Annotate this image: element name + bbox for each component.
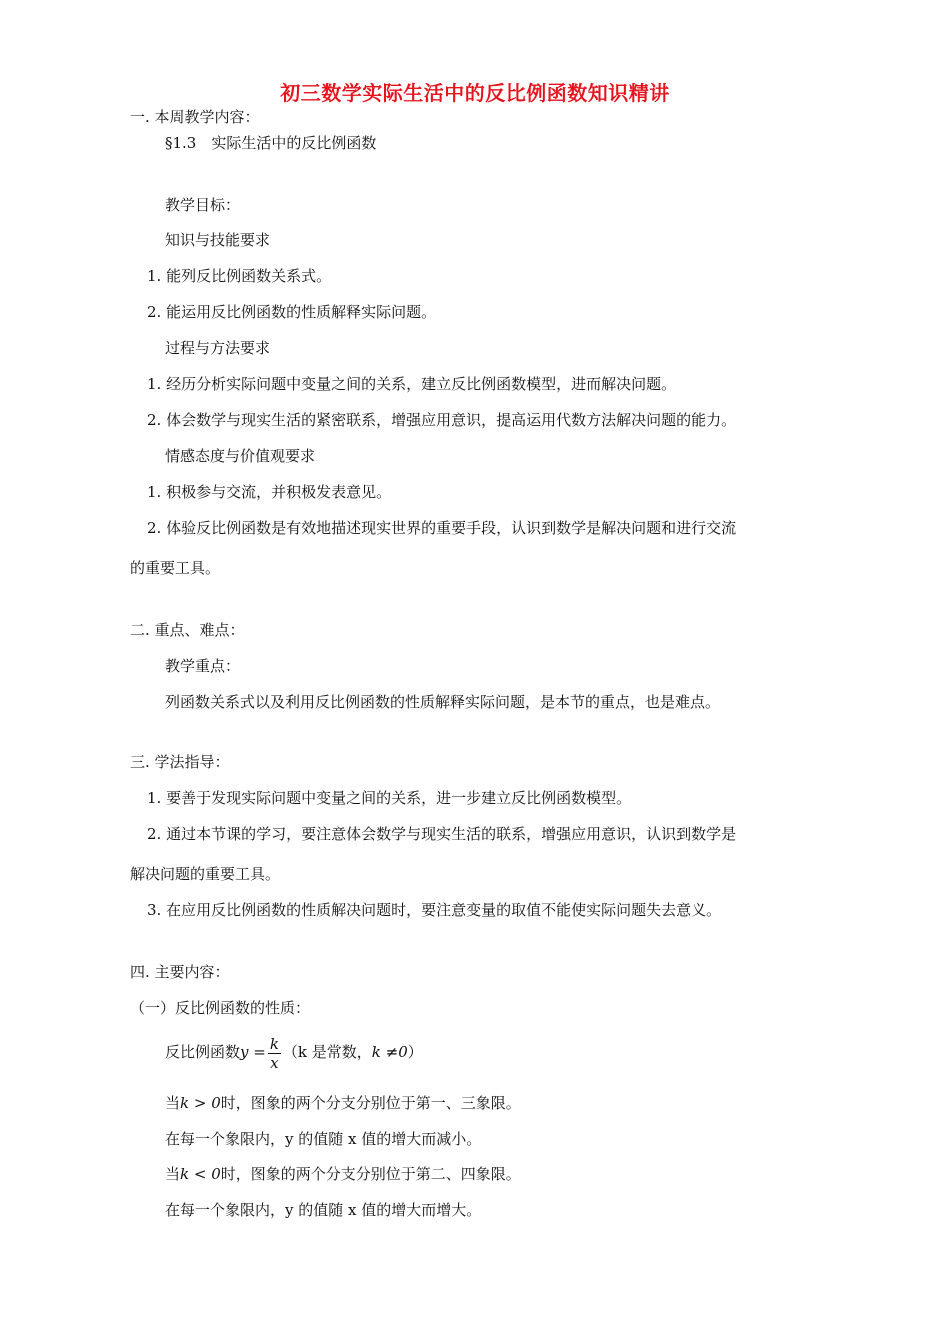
case-negative-text: 时，图象的两个分支分别位于第二、四象限。 bbox=[220, 1165, 521, 1183]
section-2-heading: 二. 重点、难点： bbox=[130, 621, 245, 639]
section-4-subtitle: （一）反比例函数的性质： bbox=[130, 999, 311, 1017]
section-1-heading: 一. 本周教学内容： bbox=[130, 108, 260, 126]
formula-fraction bbox=[268, 1035, 281, 1072]
guide-item-1: 1. 要善于发现实际问题中变量之间的关系，进一步建立反比例函数模型。 bbox=[147, 789, 632, 807]
process-method-label: 过程与方法要求 bbox=[165, 339, 271, 357]
guide-item-3: 3. 在应用反比例函数的性质解决问题时，要注意变量的取值不能使实际问题失去意义。 bbox=[147, 901, 722, 919]
case-positive-monotonic: 在每一个象限内，y 的值随 x 值的增大而减小。 bbox=[165, 1130, 482, 1148]
case-negative-prefix: 当 bbox=[165, 1165, 181, 1183]
teaching-goals-label: 教学目标： bbox=[165, 196, 241, 214]
definition-end: ） bbox=[407, 1043, 423, 1061]
case-positive-text: 时，图象的两个分支分别位于第一、三象限。 bbox=[220, 1094, 521, 1112]
emotion-item-1: 1. 积极参与交流，并积极发表意见。 bbox=[147, 483, 392, 501]
knowledge-skills-label: 知识与技能要求 bbox=[165, 231, 271, 249]
process-item-2: 2. 体会数学与现实生活的紧密联系，增强应用意识，提高运用代数方法解决问题的能力。 bbox=[147, 411, 737, 429]
knowledge-item-1: 1. 能列反比例函数关系式。 bbox=[147, 267, 332, 285]
case-negative-k bbox=[165, 1164, 521, 1184]
formula-y-equals: y = bbox=[240, 1043, 266, 1061]
fraction-denominator: x bbox=[270, 1053, 279, 1072]
definition-condition: k ≠0 bbox=[371, 1043, 408, 1061]
case-positive-math: k > 0 bbox=[180, 1094, 221, 1112]
case-negative-math: k < 0 bbox=[180, 1165, 221, 1183]
emotion-item-2-line-2: 的重要工具。 bbox=[130, 559, 221, 577]
section-3-heading: 三. 学法指导： bbox=[130, 753, 230, 771]
knowledge-item-2: 2. 能运用反比例函数的性质解释实际问题。 bbox=[147, 303, 437, 321]
definition-prefix: 反比例函数 bbox=[165, 1043, 241, 1061]
fraction-numerator: k bbox=[269, 1034, 279, 1053]
inverse-function-definition bbox=[165, 1033, 423, 1072]
case-positive-prefix: 当 bbox=[165, 1094, 181, 1112]
key-points-text: 列函数关系式以及利用反比例函数的性质解释实际问题，是本节的重点，也是难点。 bbox=[165, 693, 721, 711]
case-positive-k bbox=[165, 1093, 521, 1113]
definition-middle: （k 是常数， bbox=[282, 1043, 372, 1061]
emotion-item-2-line-1: 2. 体验反比例函数是有效地描述现实世界的重要手段，认识到数学是解决问题和进行交流 bbox=[147, 519, 737, 537]
guide-item-2-line-2: 解决问题的重要工具。 bbox=[130, 865, 281, 883]
guide-item-2-line-1: 2. 通过本节课的学习，要注意体会数学与现实生活的联系，增强应用意识，认识到数学是 bbox=[147, 825, 737, 843]
key-points-label: 教学重点： bbox=[165, 657, 241, 675]
document-title: 初三数学实际生活中的反比例函数知识精讲 bbox=[280, 81, 670, 105]
emotion-values-label: 情感态度与价值观要求 bbox=[165, 447, 316, 465]
section-1-subtitle: §1.3 实际生活中的反比例函数 bbox=[165, 134, 377, 152]
section-4-heading: 四. 主要内容： bbox=[130, 963, 230, 981]
process-item-1: 1. 经历分析实际问题中变量之间的关系，建立反比例函数模型，进而解决问题。 bbox=[147, 375, 677, 393]
case-negative-monotonic: 在每一个象限内，y 的值随 x 值的增大而增大。 bbox=[165, 1201, 482, 1219]
